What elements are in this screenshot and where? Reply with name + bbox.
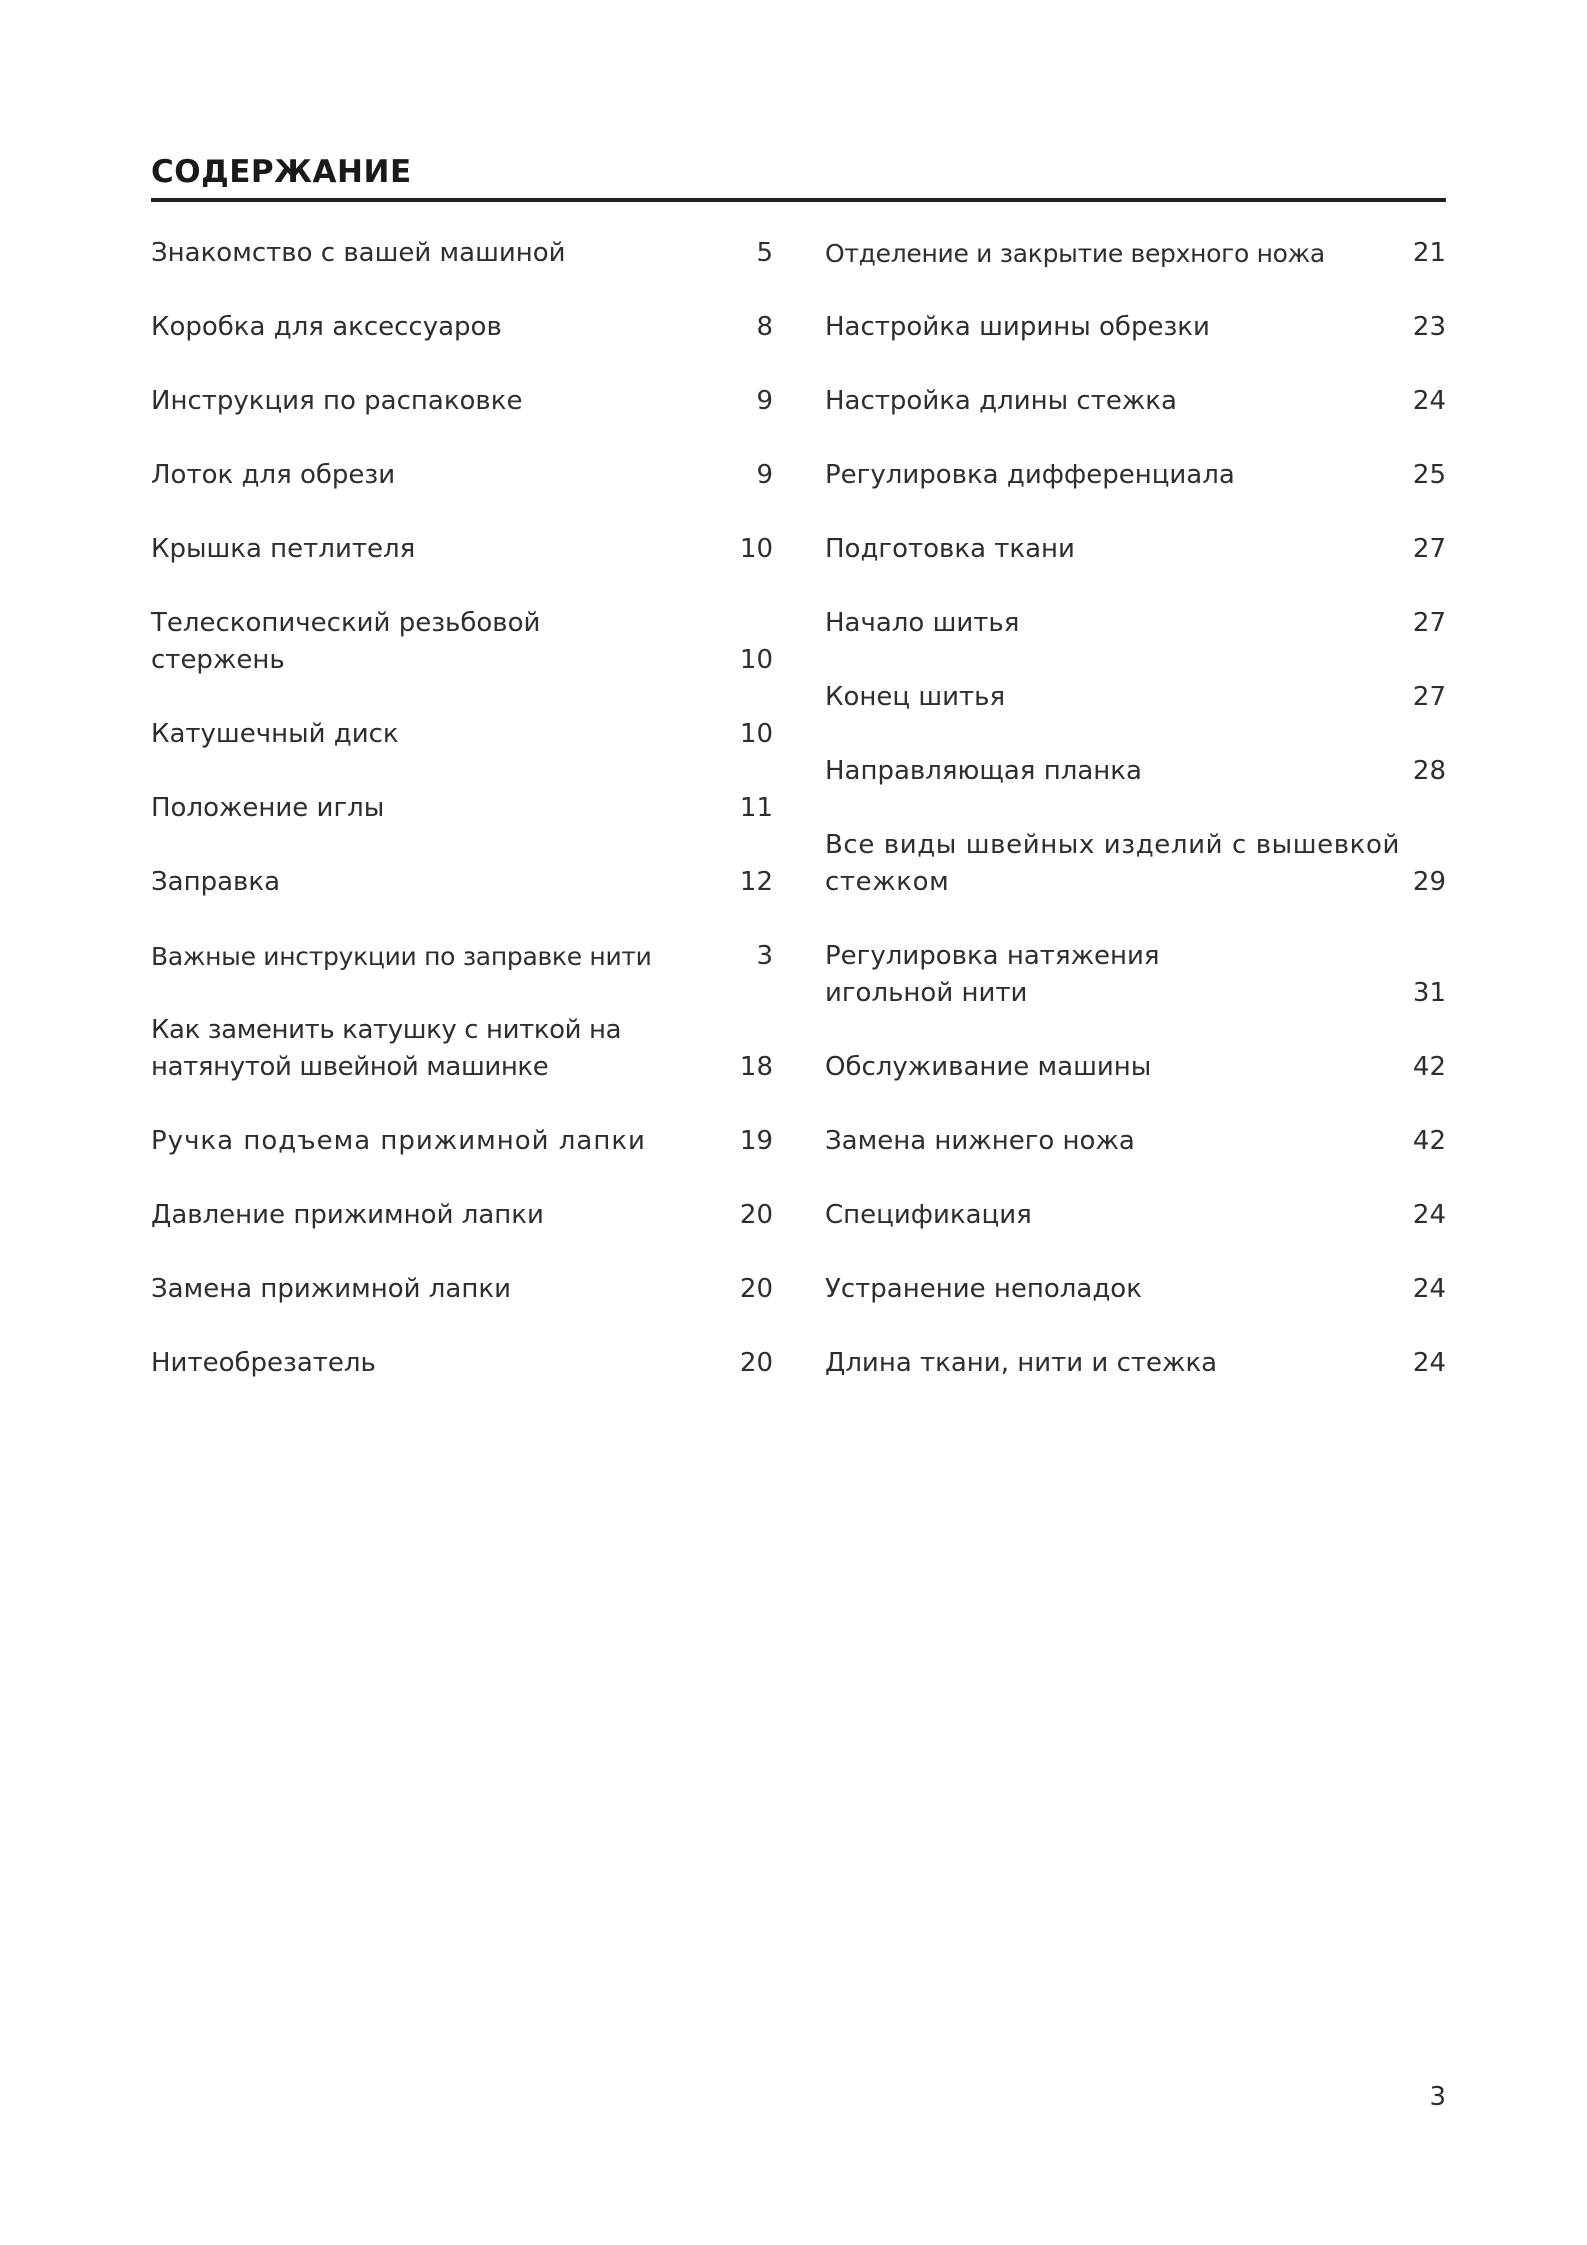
toc-entry-page: 20 <box>739 1274 773 1304</box>
toc-entry-page: 24 <box>1412 1348 1446 1378</box>
toc-entry-title: Крышка петлителя <box>151 534 416 564</box>
toc-entry-title: Направляющая планка <box>825 756 1142 786</box>
toc-entry[interactable] <box>151 605 773 679</box>
toc-entry[interactable] <box>151 938 773 975</box>
page-number: 3 <box>1429 2082 1446 2112</box>
heading-divider <box>151 198 1446 202</box>
toc-entry-title: Инструкция по распаковке <box>151 386 523 416</box>
toc-entry[interactable] <box>825 938 1446 1012</box>
toc-entry[interactable] <box>825 235 1446 272</box>
toc-entry[interactable] <box>151 235 773 272</box>
toc-entry-page: 9 <box>756 460 773 490</box>
toc-entry-page: 9 <box>756 386 773 416</box>
toc-entry[interactable] <box>151 383 773 420</box>
toc-entry[interactable] <box>151 1197 773 1234</box>
toc-entry-page: 21 <box>1412 238 1446 268</box>
toc-entry-page: 42 <box>1412 1126 1446 1156</box>
toc-entry[interactable] <box>825 531 1446 568</box>
toc-entry-page: 27 <box>1412 534 1446 564</box>
toc-entry-page: 8 <box>756 312 773 342</box>
toc-entry-page: 24 <box>1412 1274 1446 1304</box>
toc-entry[interactable] <box>825 1197 1446 1234</box>
toc-entry-page: 42 <box>1412 1052 1446 1082</box>
toc-entry[interactable] <box>825 1049 1446 1086</box>
toc-entry-page: 10 <box>739 719 773 749</box>
toc-entry-title: Регулировка дифференциала <box>825 460 1235 490</box>
toc-entry-page: 10 <box>739 645 773 675</box>
toc-entry-page: 18 <box>739 1052 773 1082</box>
toc-entry-title: Настройка ширины обрезки <box>825 312 1210 342</box>
toc-entry-page: 31 <box>1412 978 1446 1008</box>
toc-entry-title: Телескопический резьбовой стержень <box>151 608 541 675</box>
toc-entry-page: 28 <box>1412 756 1446 786</box>
toc-entry-page: 12 <box>739 867 773 897</box>
toc-entry-title: Важные инструкции по заправке нити <box>151 942 652 971</box>
toc-entry-title: Регулировка натяжения игольной нити <box>825 941 1160 1008</box>
toc-entry[interactable] <box>825 1123 1446 1160</box>
toc-entry-page: 24 <box>1412 386 1446 416</box>
toc-entry-page: 5 <box>756 238 773 268</box>
toc-entry-title: Все виды швейных изделий с вышевкой стежком <box>825 830 1400 897</box>
toc-entry[interactable] <box>825 457 1446 494</box>
toc-entry-title: Давление прижимной лапки <box>151 1200 544 1230</box>
toc-entry-page: 20 <box>739 1200 773 1230</box>
toc-entry-page: 3 <box>756 941 773 971</box>
toc-entry[interactable] <box>151 864 773 901</box>
toc-entry[interactable] <box>825 753 1446 790</box>
toc-entry[interactable] <box>151 790 773 827</box>
toc-entry[interactable] <box>825 605 1446 642</box>
toc-entry[interactable] <box>151 531 773 568</box>
toc-entry-title: Заправка <box>151 867 280 897</box>
toc-entry-title: Нитеобрезатель <box>151 1348 376 1378</box>
toc-entry-title: Как заменить катушку с ниткой на натянутой швейной машинке <box>151 1015 622 1082</box>
toc-entry-page: 24 <box>1412 1200 1446 1230</box>
toc-entry[interactable] <box>825 827 1446 901</box>
toc-entry[interactable] <box>825 1271 1446 1308</box>
toc-entry-title: Замена прижимной лапки <box>151 1274 511 1304</box>
toc-entry-page: 27 <box>1412 608 1446 638</box>
toc-entry-page: 29 <box>1412 867 1446 897</box>
toc-entry-page: 20 <box>739 1348 773 1378</box>
toc-entry-title: Начало шитья <box>825 608 1020 638</box>
toc-entry-title: Устранение неполадок <box>825 1274 1142 1304</box>
toc-entry-title: Положение иглы <box>151 793 385 823</box>
toc-entry[interactable] <box>151 1012 773 1086</box>
toc-entry-title: Длина ткани, нити и стежка <box>825 1348 1218 1378</box>
toc-entry-title: Катушечный диск <box>151 719 399 749</box>
toc-entry-title: Замена нижнего ножа <box>825 1126 1135 1156</box>
toc-entry[interactable] <box>825 383 1446 420</box>
toc-entry-page: 10 <box>739 534 773 564</box>
toc-entry[interactable] <box>825 679 1446 716</box>
toc-entry-title: Знакомство с вашей машиной <box>151 238 566 268</box>
toc-entry-title: Отделение и закрытие верхного ножа <box>825 239 1325 268</box>
toc-entry-title: Коробка для аксессуаров <box>151 312 502 342</box>
toc-entry[interactable] <box>151 309 773 346</box>
toc-entry-title: Конец шитья <box>825 682 1006 712</box>
toc-heading: СОДЕРЖАНИЕ <box>151 154 412 190</box>
toc-entry-page: 25 <box>1412 460 1446 490</box>
toc-entry-title: Спецификация <box>825 1200 1032 1230</box>
toc-entry-page: 27 <box>1412 682 1446 712</box>
toc-entry[interactable] <box>151 457 773 494</box>
toc-entry-title: Подготовка ткани <box>825 534 1075 564</box>
toc-entry-page: 23 <box>1412 312 1446 342</box>
toc-entry-title: Обслуживание машины <box>825 1052 1152 1082</box>
toc-entry[interactable] <box>151 1123 773 1160</box>
toc-entry[interactable] <box>825 1345 1446 1382</box>
toc-entry[interactable] <box>151 1271 773 1308</box>
toc-entry-page: 11 <box>739 793 773 823</box>
toc-entry-title: Ручка подъема прижимной лапки <box>151 1126 646 1156</box>
toc-entry-title: Лоток для обрези <box>151 460 396 490</box>
toc-entry[interactable] <box>151 1345 773 1382</box>
toc-entry[interactable] <box>151 716 773 753</box>
toc-entry-page: 19 <box>739 1126 773 1156</box>
toc-entry[interactable] <box>825 309 1446 346</box>
toc-entry-title: Настройка длины стежка <box>825 386 1177 416</box>
